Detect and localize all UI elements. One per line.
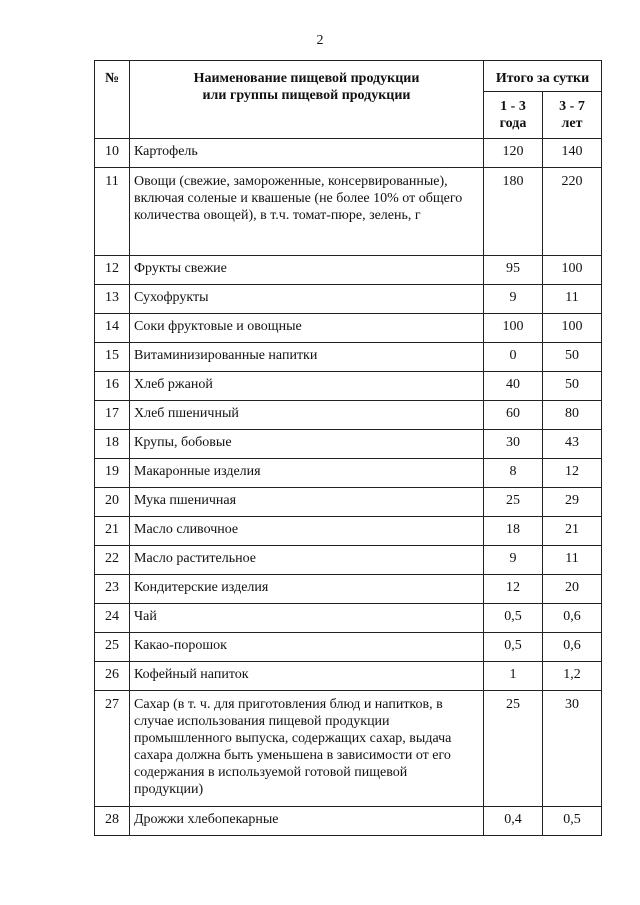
row-value-3-7: 1,2 <box>543 662 602 691</box>
row-value-3-7: 11 <box>543 546 602 575</box>
row-value-1-3: 12 <box>484 575 543 604</box>
row-value-3-7: 0,6 <box>543 604 602 633</box>
row-value-3-7: 50 <box>543 372 602 401</box>
row-value-3-7: 21 <box>543 517 602 546</box>
row-product-name: Мука пшеничная <box>130 488 484 517</box>
header-product-name-line1: Наименование пищевой продукции <box>193 71 420 86</box>
row-value-3-7: 12 <box>543 459 602 488</box>
row-number: 14 <box>95 314 130 343</box>
row-value-3-7: 220 <box>543 168 602 256</box>
table-row <box>95 546 602 575</box>
row-number: 25 <box>95 633 130 662</box>
row-product-name: Картофель <box>130 139 484 168</box>
row-value-3-7: 11 <box>543 285 602 314</box>
row-number: 11 <box>95 168 130 256</box>
row-value-1-3: 0,4 <box>484 807 543 836</box>
row-value-1-3: 100 <box>484 314 543 343</box>
header-daily-total: Итого за сутки <box>484 61 602 92</box>
table-row <box>95 517 602 546</box>
table-row <box>95 488 602 517</box>
header-age-3-7 <box>543 92 602 139</box>
row-product-name: Макаронные изделия <box>130 459 484 488</box>
header-product-name <box>130 61 484 139</box>
row-product-name: Кондитерские изделия <box>130 575 484 604</box>
row-value-1-3: 0,5 <box>484 633 543 662</box>
row-value-3-7: 80 <box>543 401 602 430</box>
row-product-name: Масло сливочное <box>130 517 484 546</box>
row-value-1-3: 120 <box>484 139 543 168</box>
row-number: 27 <box>95 691 130 807</box>
row-number: 17 <box>95 401 130 430</box>
table-row <box>95 139 602 168</box>
table-row <box>95 314 602 343</box>
row-value-1-3: 8 <box>484 459 543 488</box>
header-age-3-7-line1: 3 - 7 <box>559 99 585 114</box>
row-product-name: Фрукты свежие <box>130 256 484 285</box>
row-product-name: Витаминизированные напитки <box>130 343 484 372</box>
row-product-name: Кофейный напиток <box>130 662 484 691</box>
row-product-name: Сахар (в т. ч. для приготовления блюд и напитков, в случае использования пищевой продукции промышленного выпуска, содержащих сахар, выдача сахара должна быть уменьшена в зависимости от его содержания в используемой готовой пищевой продукции) <box>130 691 484 807</box>
table-row <box>95 691 602 807</box>
row-value-1-3: 18 <box>484 517 543 546</box>
row-number: 16 <box>95 372 130 401</box>
row-number: 13 <box>95 285 130 314</box>
header-age-1-3-line2: года <box>499 116 527 131</box>
row-number: 10 <box>95 139 130 168</box>
row-value-3-7: 140 <box>543 139 602 168</box>
row-value-1-3: 180 <box>484 168 543 256</box>
table-row <box>95 459 602 488</box>
row-value-3-7: 43 <box>543 430 602 459</box>
table-row <box>95 633 602 662</box>
table-row <box>95 256 602 285</box>
header-age-1-3 <box>484 92 543 139</box>
row-value-3-7: 100 <box>543 256 602 285</box>
header-age-1-3-line1: 1 - 3 <box>500 99 526 114</box>
row-number: 24 <box>95 604 130 633</box>
row-value-3-7: 0,5 <box>543 807 602 836</box>
row-number: 23 <box>95 575 130 604</box>
header-product-name-line2: или группы пищевой продукции <box>202 88 411 103</box>
row-product-name: Чай <box>130 604 484 633</box>
row-value-1-3: 9 <box>484 546 543 575</box>
table-row <box>95 662 602 691</box>
row-value-1-3: 25 <box>484 488 543 517</box>
row-number: 15 <box>95 343 130 372</box>
row-value-1-3: 0,5 <box>484 604 543 633</box>
row-number: 18 <box>95 430 130 459</box>
row-value-3-7: 0,6 <box>543 633 602 662</box>
row-value-1-3: 30 <box>484 430 543 459</box>
row-number: 26 <box>95 662 130 691</box>
row-product-name: Соки фруктовые и овощные <box>130 314 484 343</box>
row-number: 28 <box>95 807 130 836</box>
table-row <box>95 430 602 459</box>
row-value-1-3: 95 <box>484 256 543 285</box>
table-row <box>95 401 602 430</box>
table-row <box>95 807 602 836</box>
table-row <box>95 372 602 401</box>
row-product-name: Какао-порошок <box>130 633 484 662</box>
row-product-name: Хлеб пшеничный <box>130 401 484 430</box>
table-row <box>95 168 602 256</box>
row-number: 20 <box>95 488 130 517</box>
row-number: 22 <box>95 546 130 575</box>
row-value-3-7: 100 <box>543 314 602 343</box>
row-value-3-7: 20 <box>543 575 602 604</box>
row-number: 21 <box>95 517 130 546</box>
table-row <box>95 604 602 633</box>
row-product-name: Сухофрукты <box>130 285 484 314</box>
row-product-name: Крупы, бобовые <box>130 430 484 459</box>
table-row <box>95 575 602 604</box>
row-value-1-3: 60 <box>484 401 543 430</box>
row-product-name: Дрожжи хлебопекарные <box>130 807 484 836</box>
row-value-3-7: 30 <box>543 691 602 807</box>
row-product-name: Хлеб ржаной <box>130 372 484 401</box>
row-number: 12 <box>95 256 130 285</box>
table-row <box>95 285 602 314</box>
table-row <box>95 343 602 372</box>
food-norms-table <box>94 60 602 836</box>
row-value-1-3: 9 <box>484 285 543 314</box>
row-value-3-7: 29 <box>543 488 602 517</box>
row-value-1-3: 25 <box>484 691 543 807</box>
row-product-name: Масло растительное <box>130 546 484 575</box>
row-value-1-3: 40 <box>484 372 543 401</box>
header-age-3-7-line2: лет <box>561 116 583 131</box>
row-number: 19 <box>95 459 130 488</box>
page-number: 2 <box>316 33 324 48</box>
header-number: № <box>95 61 130 139</box>
row-value-3-7: 50 <box>543 343 602 372</box>
row-value-1-3: 1 <box>484 662 543 691</box>
row-product-name: Овощи (свежие, замороженные, консервированные), включая соленые и квашеные (не более 10% от общего количества овощей), в т.ч. томат-пюре, зелень, г <box>130 168 484 256</box>
row-value-1-3: 0 <box>484 343 543 372</box>
